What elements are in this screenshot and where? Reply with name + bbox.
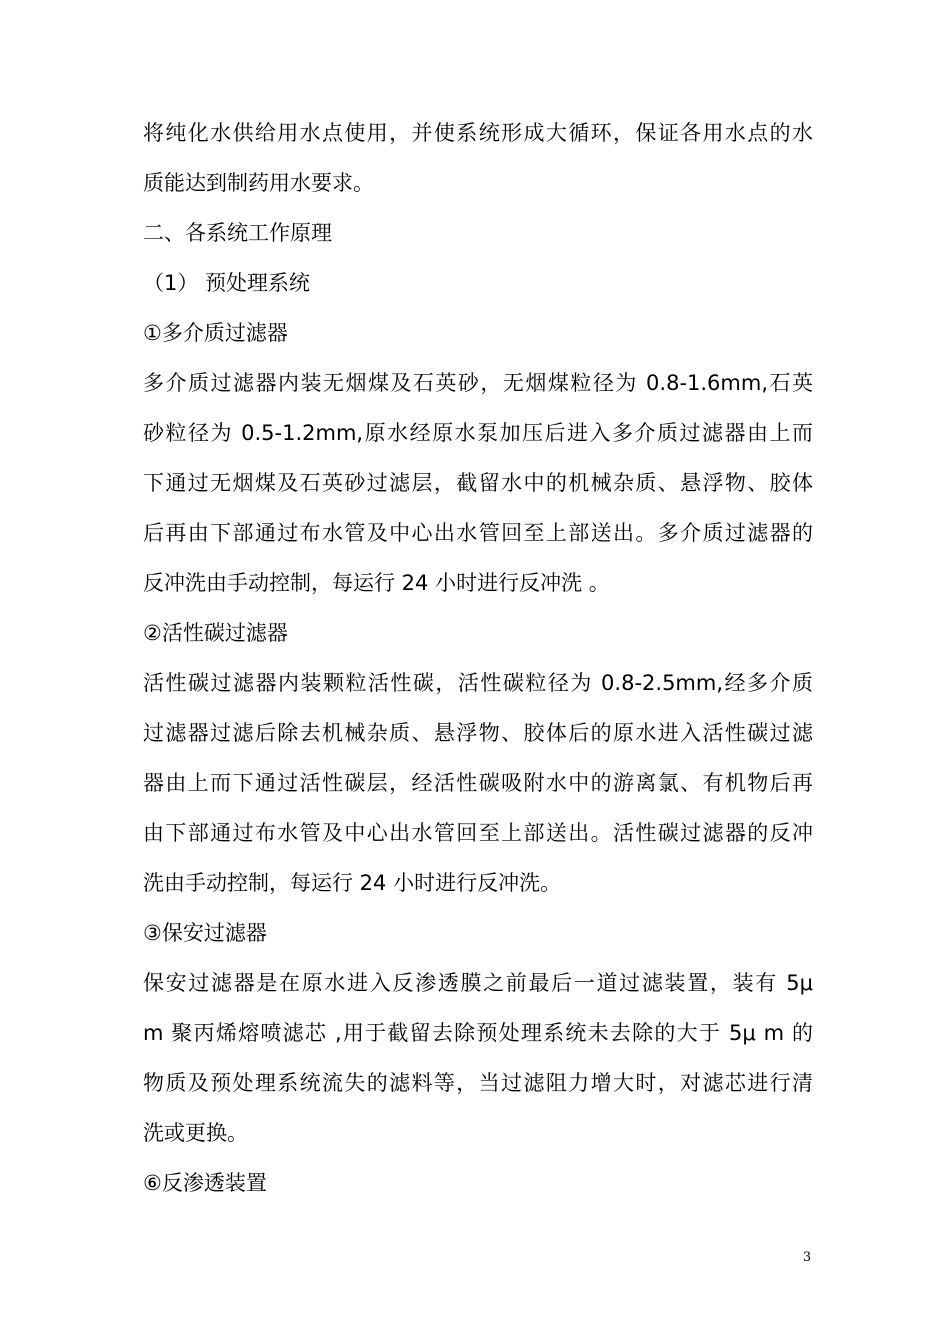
page-number: 3: [802, 1250, 812, 1265]
paragraph-line: 保安过滤器是在原水进入反渗透膜之前最后一道过滤装置，装有 5μ: [143, 971, 813, 995]
paragraph-line: 多介质过滤器内装无烟煤及石英砂，无烟煤粒径为 0.8-1.6mm,石英: [143, 371, 813, 395]
paragraph-line: 器由上而下通过活性碳层，经活性碳吸附水中的游离氯、有机物后再: [143, 771, 813, 795]
paragraph-line: 后再由下部通过布水管及中心出水管回至上部送出。多介质过滤器的: [143, 521, 813, 545]
paragraph-line: 下通过无烟煤及石英砂过滤层，截留水中的机械杂质、悬浮物、胶体: [143, 471, 813, 495]
paragraph-line: 反冲洗由手动控制，每运行 24 小时进行反冲洗 。: [143, 571, 610, 595]
subsection-heading: （1） 预处理系统: [143, 271, 311, 295]
paragraph-line: 活性碳过滤器内装颗粒活性碳，活性碳粒径为 0.8-2.5mm,经多介质: [143, 671, 813, 695]
item-heading: ⑥反渗透装置: [143, 1171, 267, 1195]
item-heading: ①多介质过滤器: [143, 321, 288, 345]
paragraph-line: 将纯化水供给用水点使用，并使系统形成大循环，保证各用水点的水: [143, 121, 813, 145]
section-heading: 二、各系统工作原理: [143, 221, 332, 245]
paragraph-line: 过滤器过滤后除去机械杂质、悬浮物、胶体后的原水进入活性碳过滤: [143, 721, 813, 745]
document-body: [143, 108, 813, 1208]
paragraph-line: m 聚丙烯熔喷滤芯 ,用于截留去除预处理系统未去除的大于 5μ m 的: [143, 1021, 813, 1045]
paragraph-line: 由下部通过布水管及中心出水管回至上部送出。活性碳过滤器的反冲: [143, 821, 813, 845]
item-heading: ③保安过滤器: [143, 921, 267, 945]
paragraph-line: 质能达到制药用水要求。: [143, 171, 374, 195]
paragraph-line: 物质及预处理系统流失的滤料等，当过滤阻力增大时，对滤芯进行清: [143, 1071, 813, 1095]
paragraph-line: 洗或更换。: [143, 1121, 248, 1145]
item-heading: ②活性碳过滤器: [143, 621, 288, 645]
paragraph-line: 洗由手动控制，每运行 24 小时进行反冲洗。: [143, 871, 562, 895]
paragraph-line: 砂粒径为 0.5-1.2mm,原水经原水泵加压后进入多介质过滤器由上而: [143, 421, 813, 445]
